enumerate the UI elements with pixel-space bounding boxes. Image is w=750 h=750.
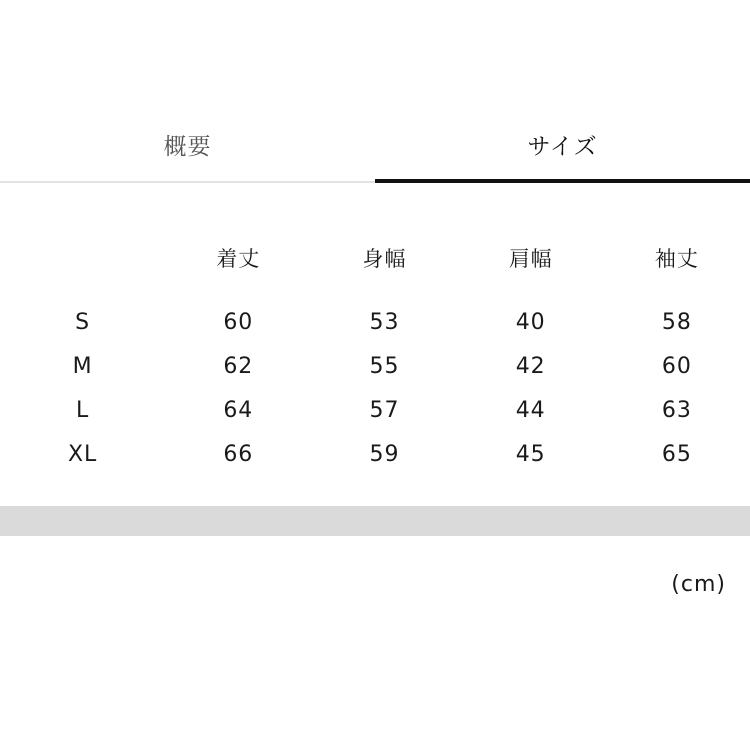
table-row xyxy=(0,388,750,432)
tab-overview-label: 概要 xyxy=(163,134,212,160)
size-table-body xyxy=(0,290,750,476)
column-header-sleeve: 袖丈 xyxy=(654,247,699,271)
row-size-label: XL xyxy=(67,441,98,467)
cell-chest: 55 xyxy=(369,353,400,379)
cell-length: 64 xyxy=(223,397,254,423)
cell-shoulder: 42 xyxy=(515,353,546,379)
cell-chest: 53 xyxy=(369,309,400,335)
tab-bar xyxy=(0,128,750,183)
table-row xyxy=(0,290,750,344)
cell-sleeve: 65 xyxy=(661,441,692,467)
section-divider-band xyxy=(0,506,750,536)
size-table xyxy=(0,236,750,476)
tab-overview[interactable] xyxy=(0,128,375,183)
table-row xyxy=(0,344,750,388)
cell-chest: 57 xyxy=(369,397,400,423)
table-row xyxy=(0,432,750,476)
cell-shoulder: 40 xyxy=(515,309,546,335)
size-table-header xyxy=(0,236,750,290)
cell-shoulder: 45 xyxy=(515,441,546,467)
column-header-shoulder: 肩幅 xyxy=(508,247,553,271)
cell-shoulder: 44 xyxy=(515,397,546,423)
column-header-chest: 身幅 xyxy=(362,247,407,271)
tab-size-label: サイズ xyxy=(527,134,598,160)
table-corner-cell xyxy=(0,236,165,290)
cell-length: 62 xyxy=(223,353,254,379)
cell-sleeve: 58 xyxy=(661,309,692,335)
cell-length: 66 xyxy=(223,441,254,467)
unit-note: (cm) xyxy=(671,572,726,597)
cell-sleeve: 60 xyxy=(661,353,692,379)
tab-size[interactable] xyxy=(375,128,750,183)
table-header-row xyxy=(0,236,750,290)
cell-chest: 59 xyxy=(369,441,400,467)
row-size-label: M xyxy=(72,353,93,379)
column-header-length: 着丈 xyxy=(216,247,261,271)
cell-length: 60 xyxy=(223,309,254,335)
row-size-label: L xyxy=(75,397,90,423)
cell-sleeve: 63 xyxy=(661,397,692,423)
row-size-label: S xyxy=(75,309,91,335)
